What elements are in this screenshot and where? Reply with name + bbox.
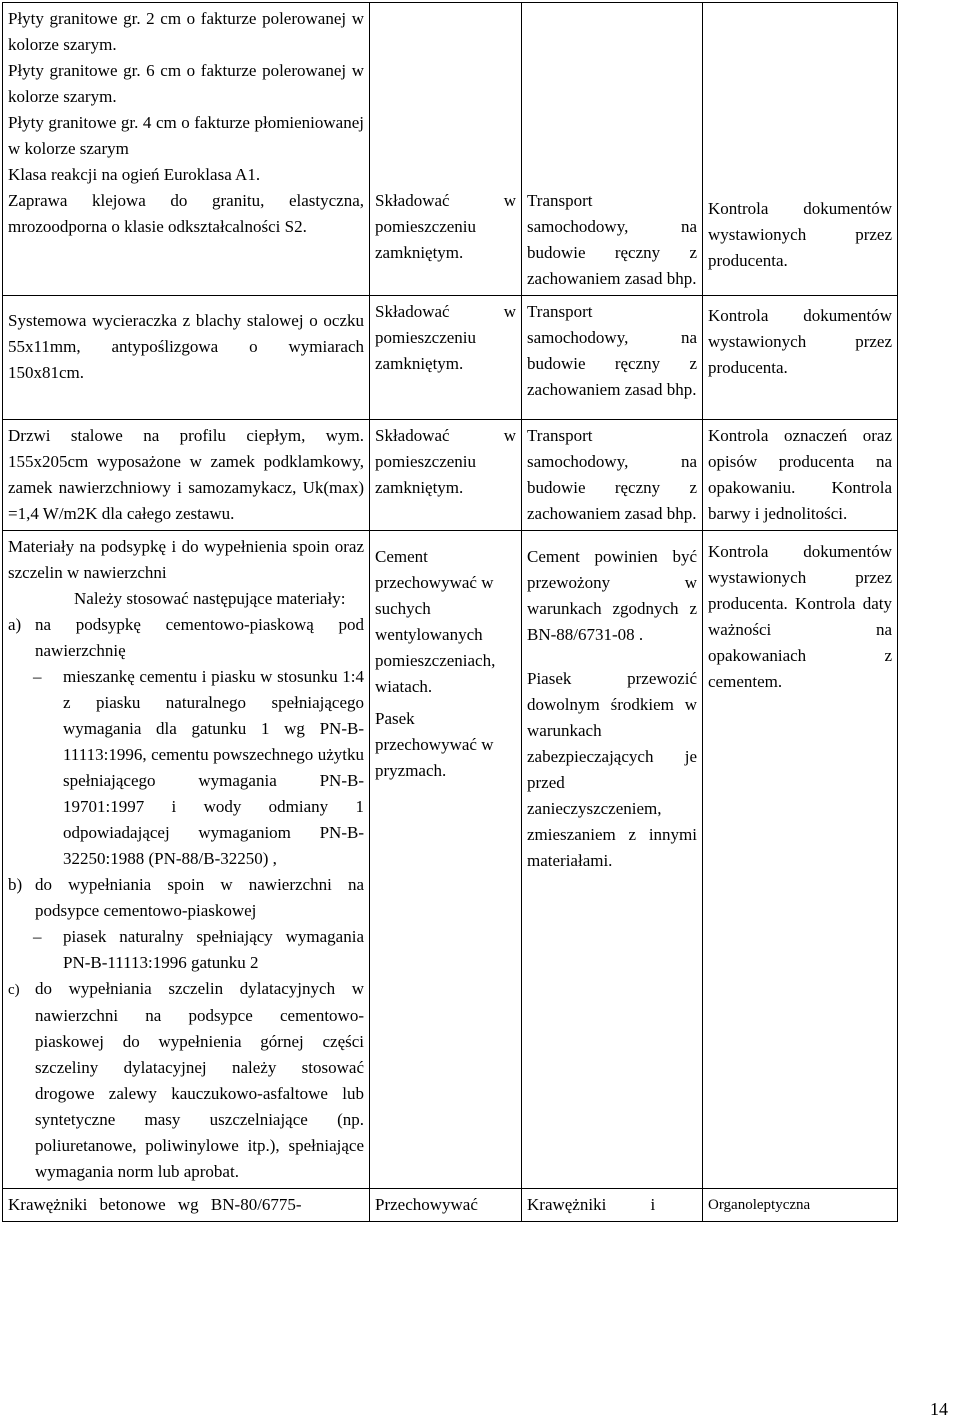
storage-text: Składować w pomieszczeniu zamkniętym. bbox=[375, 302, 516, 373]
material-line: Płyty granitowe gr. 2 cm o fakturze polerowanej w kolorze szarym. bbox=[8, 9, 364, 54]
material-text: Krawężniki betonowe wg BN-80/6775- bbox=[8, 1195, 302, 1214]
storage-cell bbox=[370, 531, 522, 1189]
control-text: Kontrola dokumentów wystawionych przez producenta. bbox=[708, 306, 892, 377]
dash-item: – piasek naturalny spełniający wymagania PN-B-11113:1996 gatunku 2 bbox=[63, 924, 364, 976]
material-intro: Materiały na podsypkę i do wypełnienia spoin oraz szczelin w nawierzchni bbox=[8, 537, 364, 582]
storage-cell bbox=[370, 1189, 522, 1222]
control-cell bbox=[703, 531, 898, 1189]
list-text: na podsypkę cementowo-piaskową pod nawierzchnię bbox=[35, 615, 364, 660]
transport-text: Krawężniki i bbox=[527, 1195, 656, 1214]
storage-text: Składować w pomieszczeniu zamkniętym. bbox=[375, 191, 516, 262]
transport-text: Transport samochodowy, na budowie ręczny z zachowaniem zasad bhp. bbox=[527, 191, 697, 288]
list-text: do wypełniania szczelin dylatacyjnych w nawierzchni na podsypce cementowo-piaskowej do wypełnienia górnej części szczeliny dylatacyjnej należy stosować drogowe zalewy kauczukowo-asfaltowe lub syntetyczne masy uszczelniające (np. poliuretanowe, poliwinylowe itp.), spełniające wymagania norm lub aprobat. bbox=[35, 979, 364, 1181]
transport-text: Transport samochodowy, na budowie ręczny z zachowaniem zasad bhp. bbox=[527, 302, 697, 399]
control-cell bbox=[703, 3, 898, 296]
control-text: Organoleptyczna bbox=[708, 1197, 811, 1213]
list-item-b bbox=[8, 872, 364, 924]
control-cell bbox=[703, 296, 898, 420]
list-label: c) bbox=[8, 982, 20, 998]
transport-text: Transport samochodowy, na budowie ręczny z zachowaniem zasad bhp. bbox=[527, 426, 697, 523]
material-line: Zaprawa klejowa do granitu, elastyczna, mrozoodporna o klasie odkształcalności S2. bbox=[8, 191, 364, 236]
control-text: Kontrola dokumentów wystawionych przez producenta. bbox=[708, 199, 892, 270]
storage-text: Przechowywać bbox=[375, 1195, 478, 1214]
list-label: a) bbox=[8, 615, 22, 634]
material-text: Systemowa wycieraczka z blachy stalowej o oczku 55x11mm, antypoślizgowa o wymiarach 150x81cm. bbox=[8, 311, 364, 382]
table-row bbox=[3, 1189, 898, 1222]
storage-cell bbox=[370, 3, 522, 296]
list-text: do wypełniania spoin w nawierzchni na podsypce cementowo-piaskowej bbox=[35, 875, 364, 920]
material-line: Płyty granitowe gr. 6 cm o fakturze polerowanej w kolorze szarym. bbox=[8, 61, 364, 106]
material-line: Płyty granitowe gr. 4 cm o fakturze płomieniowanej w kolorze szarym bbox=[8, 113, 364, 158]
list-item-c bbox=[8, 976, 364, 1185]
transport-text: Piasek przewozić dowolnym środkiem w warunkach zabezpieczających je przed zanieczyszczeniem, zmieszaniem z innymi materiałami. bbox=[527, 669, 697, 870]
material-cell bbox=[3, 531, 370, 1189]
table-row bbox=[3, 296, 898, 420]
transport-cell bbox=[522, 296, 703, 420]
dash-item: – mieszankę cementu i piasku w stosunku 1:4 z piasku naturalnego spełniającego wymagania dla gatunku 1 wg PN-B-11113:1996, cementu powszechnego użytku spełniającego wymagania PN-B-19701:1997 i wody odmiany 1 odpowiadającej wymaganiom PN-B-32250:1988 (PN-88/B-32250) , bbox=[63, 664, 364, 872]
material-cell bbox=[3, 3, 370, 296]
table-row bbox=[3, 3, 898, 296]
transport-cell bbox=[522, 3, 703, 296]
control-cell bbox=[703, 420, 898, 531]
storage-cell bbox=[370, 296, 522, 420]
materials-table bbox=[2, 2, 898, 1222]
material-text: Drzwi stalowe na profilu ciepłym, wym. 155x205cm wyposażone w zamek podklamkowy, zamek nawierzchniowy i samozamykacz, Uk(max) =1,4 W/m2K dla całego zestawu. bbox=[8, 426, 364, 523]
material-cell bbox=[3, 1189, 370, 1222]
list-item-a bbox=[8, 612, 364, 664]
storage-text: Cement przechowywać w suchych wentylowanych pomieszczeniach, wiatach. bbox=[375, 547, 496, 696]
material-cell bbox=[3, 420, 370, 531]
material-cell bbox=[3, 296, 370, 420]
transport-cell bbox=[522, 531, 703, 1189]
table-row bbox=[3, 420, 898, 531]
material-line: Klasa reakcji na ogień Euroklasa A1. bbox=[8, 165, 261, 184]
transport-text: Cement powinien być przewożony w warunkach zgodnych z BN-88/6731-08 . bbox=[527, 547, 697, 644]
storage-cell bbox=[370, 420, 522, 531]
page-number: 14 bbox=[930, 1399, 948, 1419]
transport-cell bbox=[522, 420, 703, 531]
table-row bbox=[3, 531, 898, 1189]
storage-text: Pasek przechowywać w pryzmach. bbox=[375, 709, 494, 780]
storage-text: Składować w pomieszczeniu zamkniętym. bbox=[375, 426, 516, 497]
control-text: Kontrola dokumentów wystawionych przez producenta. Kontrola daty ważności na opakowaniach z cementem. bbox=[708, 542, 892, 691]
control-cell bbox=[703, 1189, 898, 1222]
material-must-use: Należy stosować następujące materiały: bbox=[74, 589, 346, 608]
list-label: b) bbox=[8, 875, 23, 894]
control-text: Kontrola oznaczeń oraz opisów producenta na opakowaniu. Kontrola barwy i jednolitości. bbox=[708, 426, 892, 523]
transport-cell bbox=[522, 1189, 703, 1222]
